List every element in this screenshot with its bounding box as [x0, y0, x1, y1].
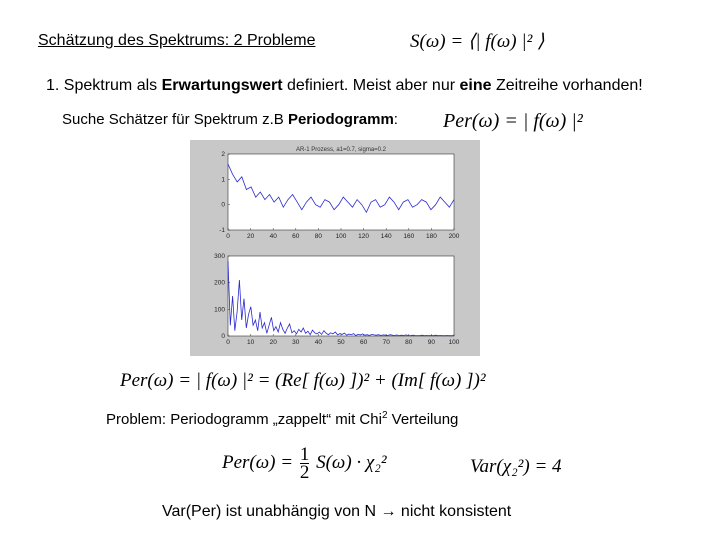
y-tick-label-0-0: 2 [221, 151, 225, 158]
plot-area-0 [228, 154, 454, 230]
x-tick-label-0-3: 60 [292, 233, 300, 240]
problem-suffix: Verteilung [387, 411, 459, 428]
arrow-icon: → [380, 503, 397, 520]
x-tick-label-1-4: 40 [314, 339, 323, 346]
variance-formula: Var(χ₂²) = 4 [470, 456, 562, 477]
x-tick-label-1-3: 30 [292, 339, 300, 346]
line1-bold-erwartungswert: Erwartungswert [161, 77, 283, 94]
y-tick-label-1-2: 100 [214, 306, 225, 314]
x-tick-label-0-4: 80 [314, 233, 323, 240]
y-tick-label-1-1: 200 [214, 279, 225, 287]
y-tick-label-1-0: 300 [214, 253, 225, 260]
problem-sup: 2 [381, 410, 388, 421]
problem-text: Problem: Periodogramm „zappelt“ mit Chi [106, 411, 382, 428]
y-tick-label-0-2: 0 [221, 201, 225, 209]
estimator-text [62, 111, 398, 128]
dist-lhs: Per(ω) = [222, 451, 294, 473]
x-tick-label-0-6: 120 [358, 233, 370, 240]
x-tick-label-0-7: 140 [380, 233, 392, 240]
x-tick-label-1-1: 10 [246, 339, 255, 346]
problem-one-text [46, 77, 643, 95]
line2-bold-periodogramm: Periodogramm [287, 111, 394, 128]
x-tick-label-0-8: 160 [403, 233, 415, 240]
line1-suffix: Zeitreihe vorhanden! [491, 77, 643, 94]
ar1-charts [190, 140, 480, 356]
distribution-formula [222, 446, 387, 481]
x-tick-label-1-8: 80 [405, 339, 413, 346]
y-tick-label-1-3: 0 [221, 333, 225, 340]
y-tick-label-0-3: -1 [219, 227, 225, 234]
x-tick-label-0-10: 200 [448, 233, 460, 240]
line2-suffix: : [393, 111, 398, 128]
x-tick-label-0-2: 40 [269, 233, 277, 240]
conclusion-main: Var(Per) ist unabhängig von N [162, 503, 381, 520]
line1-mid: definiert. Meist aber nur [282, 77, 460, 94]
line2-prefix: Suche Schätzer für Spektrum z.B [62, 111, 288, 128]
fraction-denominator: 2 [299, 462, 310, 483]
line1-prefix: 1. Spektrum als [46, 77, 162, 94]
y-tick-label-0-1: 1 [221, 176, 225, 184]
spectrum-formula: S(ω) = ⟨| f(ω) |² ⟩ [410, 31, 545, 52]
chart-title-0: AR-1 Prozess, a1=0.7, sigma=0.2 [295, 147, 387, 153]
figure-panel [190, 140, 480, 356]
x-tick-label-1-2: 20 [269, 339, 277, 346]
x-tick-label-0-1: 20 [246, 233, 255, 240]
x-tick-label-1-6: 60 [359, 339, 368, 346]
x-tick-label-1-0: 0 [226, 339, 230, 346]
periodogram-expanded-formula: Per(ω) = | f(ω) |² = (Re[ f(ω) ])² + (Im[ f(ω) ])² [120, 370, 486, 391]
slide-title: Schätzung des Spektrums: 2 Probleme [38, 32, 316, 49]
periodogram-formula: Per(ω) = | f(ω) |² [443, 110, 583, 132]
dist-rhs: S(ω) · χ₂² [316, 451, 387, 473]
conclusion-suffix: nicht konsistent [396, 503, 512, 520]
x-tick-label-1-10: 100 [448, 339, 460, 346]
x-tick-label-1-5: 50 [337, 339, 345, 346]
problem-two-text [106, 410, 458, 428]
x-tick-label-1-7: 70 [382, 339, 390, 346]
fraction-numerator: 1 [299, 444, 310, 465]
line1-bold-eine: eine [459, 77, 492, 94]
conclusion-text [162, 503, 511, 521]
one-half-fraction [300, 446, 310, 481]
x-tick-label-1-9: 90 [427, 339, 436, 346]
x-tick-label-0-5: 100 [335, 233, 347, 240]
x-tick-label-0-9: 180 [425, 233, 437, 240]
x-tick-label-0-0: 0 [226, 233, 230, 240]
